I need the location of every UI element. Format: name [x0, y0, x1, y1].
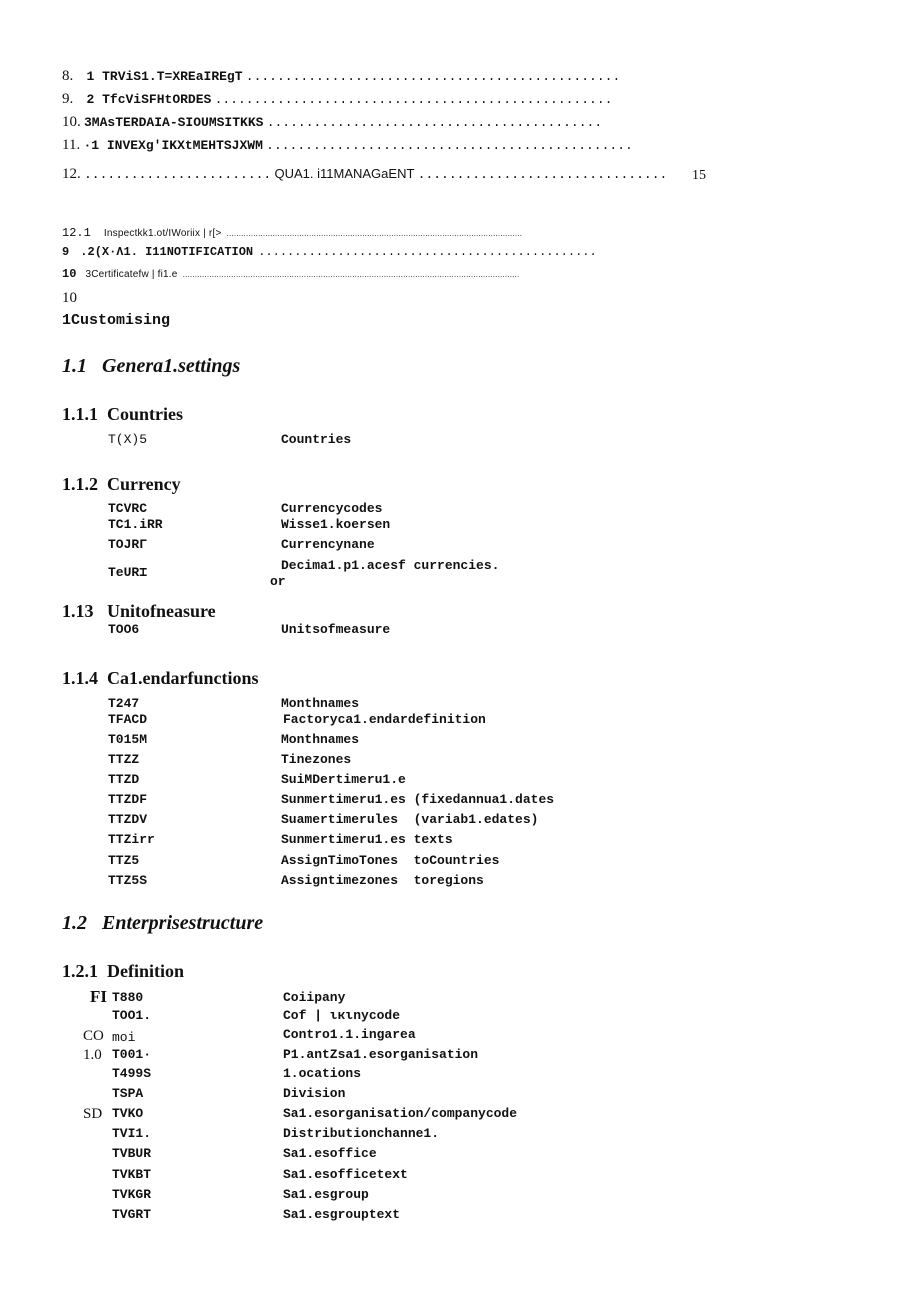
table-code: T(X)5 — [108, 432, 148, 447]
subsection-heading: 1.1.4 Ca1.endarfunctions — [62, 668, 259, 688]
table-description: Sunmertimeru1.es (fixedannua1.dates — [281, 792, 555, 807]
table-code: T001· — [112, 1047, 152, 1062]
toc-line — [62, 114, 602, 131]
toc-leader: ........................ — [84, 167, 272, 182]
toc-leader: ................................................... — [214, 92, 613, 107]
subsection-heading: 1.1.2 Currency — [62, 474, 181, 494]
chapter-title: 1Customising — [62, 312, 171, 329]
table-description: Sa1.esofficetext — [283, 1167, 408, 1182]
table-description: Monthnames — [281, 696, 360, 711]
table-description: Monthnames — [281, 732, 360, 747]
table-code: TVKGR — [112, 1187, 152, 1202]
table-description: Tinezones — [281, 752, 352, 767]
toc-title: 2 TfcViSFHtORDES — [86, 92, 212, 107]
table-description: AssignTimoTones toCountries — [281, 853, 500, 868]
table-description: Sa1.esgroup — [283, 1187, 369, 1202]
table-code: TVBUR — [112, 1146, 152, 1161]
table-description: Cof | ιкιnycode — [283, 1008, 401, 1023]
toc-leader: ........................................................................................................................................... — [182, 270, 520, 279]
toc-leader: ........................................... — [266, 115, 603, 130]
table-description: Sa1.esgrouptext — [283, 1207, 401, 1222]
table-description: Suamertimerules (variab1.edates) — [281, 812, 539, 827]
table-description: Coiipany — [283, 990, 346, 1005]
toc-line — [62, 68, 620, 85]
table-description: Division — [283, 1086, 346, 1101]
module-label: CO — [83, 1028, 104, 1044]
toc-title: ·1 INVEXg'IKXtMEHTSJXWM — [83, 138, 263, 153]
table-description: Contro1.1.ingarea — [283, 1027, 416, 1042]
toc-title: QUA1. i11MANAGaENT — [274, 166, 415, 181]
table-description: Sa1.esorganisation/companycode — [283, 1106, 518, 1121]
toc-title: Inspectkk1.ot/IWoriix | r[> — [103, 228, 222, 239]
toc-number: 8. — [62, 68, 74, 84]
toc-title: 3Certificatefw | fi1.e — [85, 269, 178, 280]
page-reference: 10 — [62, 290, 77, 306]
module-label: FI — [90, 987, 107, 1006]
table-description: Sa1.esoffice — [283, 1146, 377, 1161]
toc-leader: .......................................................................................................................... — [226, 229, 523, 238]
toc-line — [62, 262, 519, 281]
table-code: TVKBT — [112, 1167, 152, 1182]
table-code: TOJRΓ — [108, 537, 148, 552]
table-code: TCVRC — [108, 501, 148, 516]
toc-leader: ................................................ — [245, 69, 621, 84]
section-heading: 1.1 Genera1.settings — [62, 355, 241, 377]
table-code: TVKO — [112, 1106, 144, 1121]
table-code: TOO1. — [112, 1008, 152, 1023]
table-description: Decima1.p1.acesf currencies. — [281, 558, 500, 573]
toc-number: 9 — [62, 245, 70, 259]
toc-title: 1 TRViS1.T=XREaIREgT — [86, 69, 243, 84]
table-description: Currencynane — [281, 537, 375, 552]
table-code: T247 — [108, 696, 140, 711]
table-code: TTZirr — [108, 832, 155, 847]
table-code: moi — [112, 1030, 136, 1045]
table-description: Currencycodes — [281, 501, 383, 516]
table-code: TTZDV — [108, 812, 148, 827]
toc-line — [62, 91, 612, 108]
table-code: TTZ5 — [108, 853, 140, 868]
table-code: TFACD — [108, 712, 148, 727]
toc-title: .2(X·Λ1. I11NOTIFICATION — [80, 245, 254, 259]
toc-leader: ................................ — [417, 167, 668, 182]
table-description: Unitsofmeasure — [281, 622, 391, 637]
table-code: TTZD — [108, 772, 140, 787]
table-description: Wisse1.koersen — [281, 517, 391, 532]
table-description: Assigntimezones toregions — [281, 873, 484, 888]
toc-number: 12.1 — [62, 226, 91, 240]
toc-number: 10. — [62, 114, 81, 130]
table-code: TVGRT — [112, 1207, 152, 1222]
section-heading: 1.2 Enterprisestructure — [62, 912, 264, 934]
table-code: T499S — [112, 1066, 152, 1081]
table-code: TC1.iRR — [108, 517, 163, 532]
table-description: P1.antZsa1.esorganisation — [283, 1047, 479, 1062]
table-code: TVI1. — [112, 1126, 152, 1141]
toc-line — [62, 221, 522, 240]
table-code: T880 — [112, 990, 144, 1005]
table-description: Factoryca1.endardefinition — [283, 712, 486, 727]
module-label: SD — [83, 1106, 103, 1122]
table-description: Distributionchanne1. — [283, 1126, 440, 1141]
subsection-heading: 1.13 Unitofneasure — [62, 601, 216, 621]
table-code: TTZDF — [108, 792, 148, 807]
toc-line — [62, 137, 633, 154]
subsection-heading: 1.2.1 Definition — [62, 961, 185, 981]
table-description: SuiMDertimeru1.e — [281, 772, 406, 787]
table-code: TTZZ — [108, 752, 140, 767]
toc-page-number: 15 — [692, 168, 706, 183]
table-code: TSPA — [112, 1086, 144, 1101]
toc-number: 10 — [62, 267, 77, 281]
toc-line — [62, 166, 667, 183]
subsection-heading: 1.1.1 Countries — [62, 404, 183, 424]
table-description: 1.ocations — [283, 1066, 362, 1081]
table-note: or — [270, 574, 286, 589]
toc-number: 12. — [62, 166, 81, 182]
table-code: TTZ5S — [108, 873, 148, 888]
toc-number: 9. — [62, 91, 74, 107]
table-code: TeUR⌶ — [108, 565, 148, 580]
module-label: 1.0 — [83, 1047, 102, 1063]
table-code: TOO6 — [108, 622, 140, 637]
table-description: Sunmertimeru1.es texts — [281, 832, 453, 847]
table-description: Countries — [281, 432, 352, 447]
toc-leader: ............................................... — [266, 138, 633, 153]
toc-leader: ............................................... — [258, 245, 597, 259]
toc-title: 3MAsTERDAIA-SIOUMSITKKS — [84, 115, 264, 130]
toc-number: 11. — [62, 137, 81, 153]
table-code: T015M — [108, 732, 148, 747]
toc-line — [62, 240, 597, 259]
